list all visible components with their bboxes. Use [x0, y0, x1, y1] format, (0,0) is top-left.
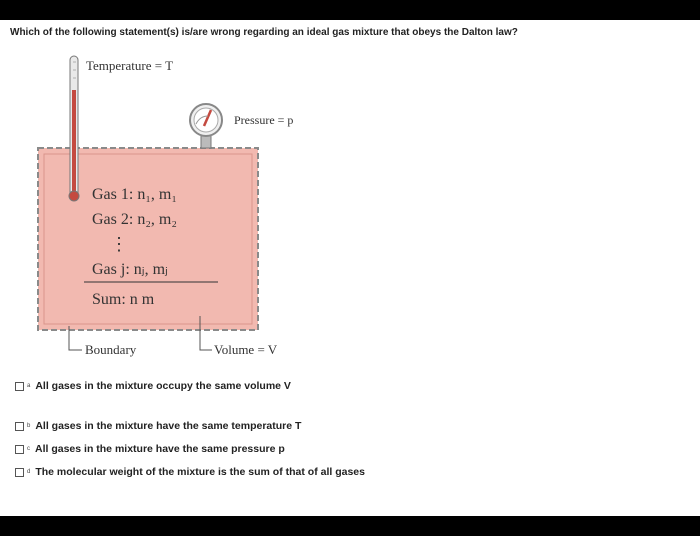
- pressure-label: Pressure = p: [234, 113, 294, 127]
- option-c[interactable]: [15, 443, 285, 455]
- option-b-letter: b: [27, 423, 31, 429]
- temperature-label: Temperature = T: [86, 58, 174, 73]
- option-d-letter: d: [27, 469, 31, 475]
- question-page: [0, 20, 700, 516]
- option-a-checkbox[interactable]: [15, 382, 24, 391]
- option-b[interactable]: [15, 420, 301, 432]
- gas-1-label: Gas 1: n₁, m₁: [92, 186, 177, 203]
- option-a-text: All gases in the mixture occupy the same volume V: [35, 380, 291, 392]
- option-d-checkbox[interactable]: [15, 468, 24, 477]
- option-c-letter: c: [27, 446, 30, 452]
- option-a[interactable]: [15, 380, 291, 392]
- sum-label: Sum: n m: [92, 291, 155, 308]
- pressure-gauge-icon: [190, 104, 222, 148]
- option-d-text: The molecular weight of the mixture is the sum of that of all gases: [35, 466, 365, 478]
- gas-mixture-figure: [0, 20, 700, 380]
- ellipsis-label: ⋮: [110, 234, 128, 254]
- boundary-label: Boundary: [85, 342, 137, 357]
- option-b-checkbox[interactable]: [15, 422, 24, 431]
- volume-label: Volume = V: [214, 342, 278, 357]
- option-b-text: All gases in the mixture have the same temperature T: [35, 420, 302, 432]
- gas-j-label: Gas j: nⱼ, mⱼ: [92, 261, 168, 278]
- option-c-checkbox[interactable]: [15, 445, 24, 454]
- thermometer-icon: [69, 56, 79, 201]
- question-text: Which of the following statement(s) is/are wrong regarding an ideal gas mixture that obeys the Dalton law?: [10, 27, 518, 38]
- option-a-letter: a: [27, 383, 31, 389]
- option-c-text: All gases in the mixture have the same pressure p: [35, 443, 285, 455]
- option-d[interactable]: [15, 466, 365, 478]
- gas-2-label: Gas 2: n₂, m₂: [92, 211, 177, 228]
